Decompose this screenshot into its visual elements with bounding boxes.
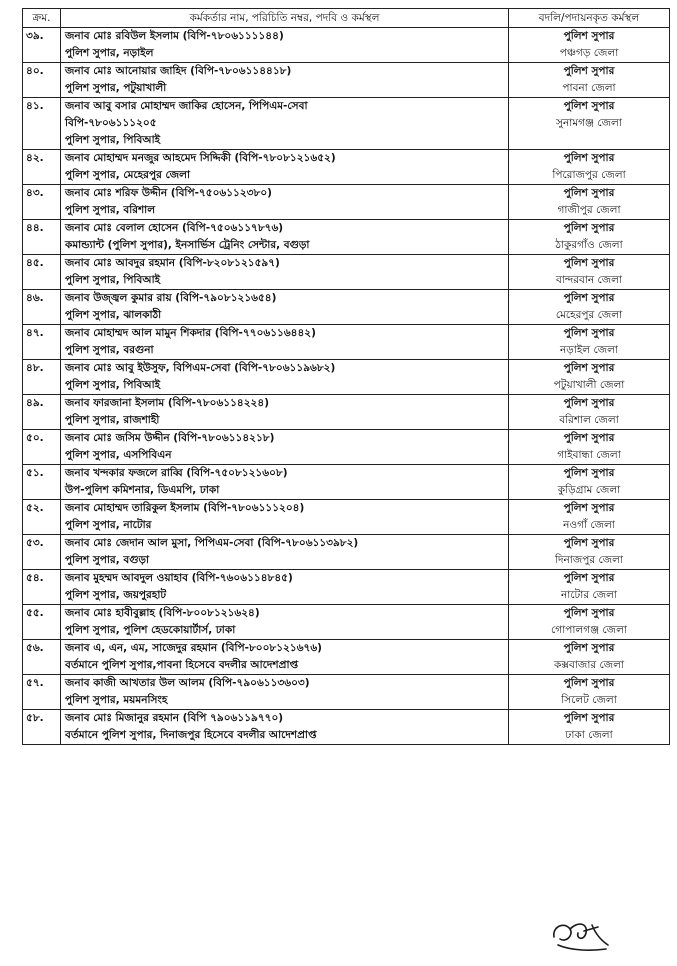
posting-cell bbox=[509, 395, 670, 430]
posting-district: ঠাকুরগাঁও জেলা bbox=[555, 239, 623, 251]
officer-current-post: পুলিশ সুপার, বরগুনা bbox=[65, 344, 154, 356]
posting-district: ঢাকা জেলা bbox=[565, 729, 613, 741]
officer-name: জনাব মোঃ মিজানুর রহমান (বিপি ৭৯০৬১১৯৭৭০) bbox=[65, 712, 284, 724]
serial-cell: ৪৩. bbox=[23, 185, 61, 220]
officer-cell bbox=[61, 675, 509, 710]
posting-district: সিলেট জেলা bbox=[561, 694, 617, 706]
table-row bbox=[23, 500, 670, 535]
order-sheet bbox=[22, 8, 669, 745]
serial-cell: ৪৪. bbox=[23, 220, 61, 255]
table-row bbox=[23, 220, 670, 255]
serial-cell: ৫৩. bbox=[23, 535, 61, 570]
officer-cell bbox=[61, 430, 509, 465]
header-officer: কর্মকর্তার নাম, পরিচিতি নম্বর, পদবি ও কর্মস্থল bbox=[61, 9, 509, 28]
serial-cell: ৪৯. bbox=[23, 395, 61, 430]
officer-current-post: পুলিশ সুপার, জয়পুরহাট bbox=[65, 589, 167, 601]
officer-cell bbox=[61, 290, 509, 325]
officer-cell bbox=[61, 63, 509, 98]
serial-cell: ৪৮. bbox=[23, 360, 61, 395]
officer-cell bbox=[61, 28, 509, 63]
posting-cell bbox=[509, 430, 670, 465]
serial-cell: ৩৯. bbox=[23, 28, 61, 63]
posting-designation: পুলিশ সুপার bbox=[563, 502, 615, 514]
serial-cell: ৫০. bbox=[23, 430, 61, 465]
posting-district: দিনাজপুর জেলা bbox=[555, 554, 623, 566]
serial-cell: ৫৮. bbox=[23, 710, 61, 745]
table-row bbox=[23, 325, 670, 360]
officer-name: জনাব মোঃ শরিফ উদ্দীন (বিপি-৭৫০৬১১২৩৮০) bbox=[65, 187, 272, 199]
officer-name: জনাব মোঃ হাবীবুল্লাহ (বিপি-৮০০৮১২১৬২৪) bbox=[65, 607, 260, 619]
officer-cell bbox=[61, 605, 509, 640]
table-row bbox=[23, 150, 670, 185]
serial-cell: ৫৫. bbox=[23, 605, 61, 640]
officer-current-post: পুলিশ সুপার, পুলিশ হেডকোয়ার্টার্স, ঢাকা bbox=[65, 624, 236, 636]
posting-cell bbox=[509, 570, 670, 605]
posting-designation: পুলিশ সুপার bbox=[563, 572, 615, 584]
officer-name: জনাব খন্দকার ফজলে রাব্বি (বিপি-৭৫০৮১২১৬০৮) bbox=[65, 467, 288, 479]
officer-name: জনাব আবু বসার মোহাম্মদ জাকির হোসেন, পিপিএম-সেবা bbox=[65, 100, 308, 112]
officer-extra-line: পুলিশ সুপার, পিবিআই bbox=[65, 134, 161, 146]
transfer-table bbox=[22, 8, 670, 745]
table-row bbox=[23, 290, 670, 325]
posting-designation: পুলিশ সুপার bbox=[563, 467, 615, 479]
table-row bbox=[23, 360, 670, 395]
posting-district: পঞ্চগড় জেলা bbox=[559, 47, 619, 59]
officer-name: জনাব মুহম্মদ আবদুল ওয়াহাব (বিপি-৭৬০৬১১৪৮৪৫) bbox=[65, 572, 293, 584]
header-posting: বদলি/পদায়নকৃত কর্মস্থল bbox=[509, 9, 670, 28]
serial-cell: ৫৭. bbox=[23, 675, 61, 710]
posting-district: মেহেরপুর জেলা bbox=[555, 309, 623, 321]
posting-designation: পুলিশ সুপার bbox=[563, 712, 615, 724]
officer-name: জনাব মোঃ বেলাল হোসেন (বিপি-৭৫০৬১১৭৮৭৬) bbox=[65, 222, 284, 234]
officer-cell bbox=[61, 535, 509, 570]
officer-cell bbox=[61, 255, 509, 290]
officer-current-post: পুলিশ সুপার, পটুয়াখালী bbox=[65, 82, 167, 94]
officer-cell bbox=[61, 710, 509, 745]
posting-designation: পুলিশ সুপার bbox=[563, 222, 615, 234]
table-row bbox=[23, 185, 670, 220]
officer-current-post: পুলিশ সুপার, রাজশাহী bbox=[65, 414, 160, 426]
posting-cell bbox=[509, 255, 670, 290]
posting-designation: পুলিশ সুপার bbox=[563, 100, 615, 112]
officer-current-post: কমান্ড্যান্ট (পুলিশ সুপার), ইনসার্ভিস ট্রেনিং সেন্টার, বগুড়া bbox=[65, 239, 310, 251]
posting-designation: পুলিশ সুপার bbox=[563, 187, 615, 199]
posting-cell bbox=[509, 500, 670, 535]
officer-current-post: পুলিশ সুপার, পিবিআই bbox=[65, 379, 161, 391]
serial-cell: ৫৪. bbox=[23, 570, 61, 605]
posting-designation: পুলিশ সুপার bbox=[563, 362, 615, 374]
table-row bbox=[23, 640, 670, 675]
serial-cell: ৪৬. bbox=[23, 290, 61, 325]
officer-name: জনাব মোঃ আবদুর রহমান (বিপি-৮২০৮১২১৫৯৭) bbox=[65, 257, 280, 269]
serial-cell: ৫৬. bbox=[23, 640, 61, 675]
table-row bbox=[23, 98, 670, 150]
officer-name: জনাব মোঃ জসিম উদ্দীন (বিপি-৭৮০৬১১৪২১৮) bbox=[65, 432, 275, 444]
posting-cell bbox=[509, 465, 670, 500]
posting-designation: পুলিশ সুপার bbox=[563, 292, 615, 304]
posting-district: সুনামগঞ্জ জেলা bbox=[556, 117, 622, 129]
posting-designation: পুলিশ সুপার bbox=[563, 677, 615, 689]
posting-district: পিরোজপুর জেলা bbox=[552, 169, 626, 181]
table-row bbox=[23, 605, 670, 640]
posting-cell bbox=[509, 325, 670, 360]
officer-name: জনাব মোঃ আনোয়ার জাহিদ (বিপি-৭৮০৬১১৪৪১৮) bbox=[65, 65, 292, 77]
posting-district: কক্সবাজার জেলা bbox=[553, 659, 625, 671]
officer-current-post: পুলিশ সুপার, মেহেরপুর জেলা bbox=[65, 169, 191, 181]
posting-district: গোপালগঞ্জ জেলা bbox=[551, 624, 627, 636]
officer-name: জনাব মোঃ আবু ইউসুফ, বিপিএম-সেবা (বিপি-৭৮০৬১১৯৬৮২) bbox=[65, 362, 336, 374]
officer-cell bbox=[61, 640, 509, 675]
table-row bbox=[23, 395, 670, 430]
posting-designation: পুলিশ সুপার bbox=[563, 257, 615, 269]
posting-district: পাবনা জেলা bbox=[562, 82, 616, 94]
posting-district: নাটোর জেলা bbox=[561, 589, 617, 601]
officer-current-post: পুলিশ সুপার, এসপিবিএন bbox=[65, 449, 172, 461]
posting-cell bbox=[509, 640, 670, 675]
officer-cell bbox=[61, 500, 509, 535]
officer-name: জনাব উজ্জ্বল কুমার রায় (বিপি-৭৯০৮১২১৬৫৪) bbox=[65, 292, 277, 304]
serial-cell: ৪২. bbox=[23, 150, 61, 185]
posting-cell bbox=[509, 290, 670, 325]
officer-current-post: পুলিশ সুপার, নড়াইল bbox=[65, 47, 154, 59]
officer-current-post: উপ-পুলিশ কমিশনার, ডিএমপি, ঢাকা bbox=[65, 484, 220, 496]
table-row bbox=[23, 63, 670, 98]
officer-current-post: বিপি-৭৮০৬১১১২০৫ bbox=[65, 117, 157, 129]
officer-name: জনাব মোঃ রবিউল ইসলাম (বিপি-৭৮০৬১১১১৪৪) bbox=[65, 30, 284, 42]
serial-cell: ৪৫. bbox=[23, 255, 61, 290]
header-row bbox=[23, 9, 670, 28]
officer-cell bbox=[61, 360, 509, 395]
table-row bbox=[23, 255, 670, 290]
officer-current-post: পুলিশ সুপার, নাটোর bbox=[65, 519, 152, 531]
posting-designation: পুলিশ সুপার bbox=[563, 607, 615, 619]
officer-current-post: পুলিশ সুপার, ময়মনসিংহ bbox=[65, 694, 168, 706]
posting-district: বান্দরবান জেলা bbox=[555, 274, 623, 286]
officer-name: জনাব কাজী আখতার উল আলম (বিপি-৭৯০৬১১৩৬০৩) bbox=[65, 677, 310, 689]
officer-cell bbox=[61, 395, 509, 430]
officer-name: জনাব মোহাম্মদ মনজুর আহমেদ সিদ্দিকী (বিপি-৭৮০৮১২১৬৫২) bbox=[65, 152, 336, 164]
posting-cell bbox=[509, 98, 670, 150]
posting-designation: পুলিশ সুপার bbox=[563, 397, 615, 409]
officer-cell bbox=[61, 98, 509, 150]
posting-cell bbox=[509, 675, 670, 710]
posting-district: গাজীপুর জেলা bbox=[557, 204, 621, 216]
officer-current-post: বর্তমানে পুলিশ সুপার, দিনাজপুর হিসেবে বদলীর আদেশপ্রাপ্ত bbox=[65, 729, 317, 741]
posting-cell bbox=[509, 150, 670, 185]
officer-cell bbox=[61, 150, 509, 185]
officer-name: জনাব এ, এন, এম, সাজেদুর রহমান (বিপি-৮০০৮১২১৬৭৬) bbox=[65, 642, 322, 654]
posting-designation: পুলিশ সুপার bbox=[563, 642, 615, 654]
table-row bbox=[23, 710, 670, 745]
posting-cell bbox=[509, 535, 670, 570]
officer-cell bbox=[61, 185, 509, 220]
posting-cell bbox=[509, 710, 670, 745]
table-row bbox=[23, 28, 670, 63]
posting-cell bbox=[509, 220, 670, 255]
officer-cell bbox=[61, 220, 509, 255]
officer-name: জনাব মোহাম্মদ আল মামুন শিকদার (বিপি-৭৭০৬১১৬৪৪২) bbox=[65, 327, 316, 339]
posting-designation: পুলিশ সুপার bbox=[563, 432, 615, 444]
posting-district: কুড়িগ্রাম জেলা bbox=[557, 484, 621, 496]
posting-cell bbox=[509, 605, 670, 640]
officer-cell bbox=[61, 570, 509, 605]
posting-designation: পুলিশ সুপার bbox=[563, 327, 615, 339]
posting-cell bbox=[509, 185, 670, 220]
table-row bbox=[23, 675, 670, 710]
posting-cell bbox=[509, 63, 670, 98]
serial-cell: ৪০. bbox=[23, 63, 61, 98]
posting-district: গাইবান্ধা জেলা bbox=[557, 449, 621, 461]
table-row bbox=[23, 570, 670, 605]
officer-name: জনাব মোহাম্মদ তারিকুল ইসলাম (বিপি-৭৮০৬১১১২০৪) bbox=[65, 502, 305, 514]
posting-district: নড়াইল জেলা bbox=[560, 344, 618, 356]
officer-current-post: বর্তমানে পুলিশ সুপার,পাবনা হিসেবে বদলীর আদেশপ্রাপ্ত bbox=[65, 659, 299, 671]
officer-current-post: পুলিশ সুপার, ঝালকাঠী bbox=[65, 309, 162, 321]
serial-cell: ৪১. bbox=[23, 98, 61, 150]
posting-designation: পুলিশ সুপার bbox=[563, 152, 615, 164]
officer-current-post: পুলিশ সুপার, বরিশাল bbox=[65, 204, 156, 216]
posting-designation: পুলিশ সুপার bbox=[563, 30, 615, 42]
serial-cell: ৪৭. bbox=[23, 325, 61, 360]
officer-cell bbox=[61, 465, 509, 500]
posting-designation: পুলিশ সুপার bbox=[563, 65, 615, 77]
officer-name: জনাব ফারজানা ইসলাম (বিপি-৭৮০৬১১৪২২৪) bbox=[65, 397, 269, 409]
posting-district: নওগাঁ জেলা bbox=[563, 519, 615, 531]
officer-current-post: পুলিশ সুপার, পিবিআই bbox=[65, 274, 161, 286]
posting-designation: পুলিশ সুপার bbox=[563, 537, 615, 549]
table-row bbox=[23, 465, 670, 500]
officer-cell bbox=[61, 325, 509, 360]
posting-district: বরিশাল জেলা bbox=[559, 414, 619, 426]
serial-cell: ৫২. bbox=[23, 500, 61, 535]
posting-cell bbox=[509, 28, 670, 63]
serial-cell: ৫১. bbox=[23, 465, 61, 500]
posting-district: পটুয়াখালী জেলা bbox=[553, 379, 625, 391]
header-serial: ক্রম. bbox=[23, 9, 61, 28]
table-row bbox=[23, 430, 670, 465]
table-row bbox=[23, 535, 670, 570]
officer-current-post: পুলিশ সুপার, বগুড়া bbox=[65, 554, 150, 566]
officer-name: জনাব মোঃ জেদান আল মুসা, পিপিএম-সেবা (বিপি-৭৮০৬১১৩৯৮২) bbox=[65, 537, 359, 549]
signature-mark bbox=[548, 915, 612, 955]
posting-cell bbox=[509, 360, 670, 395]
